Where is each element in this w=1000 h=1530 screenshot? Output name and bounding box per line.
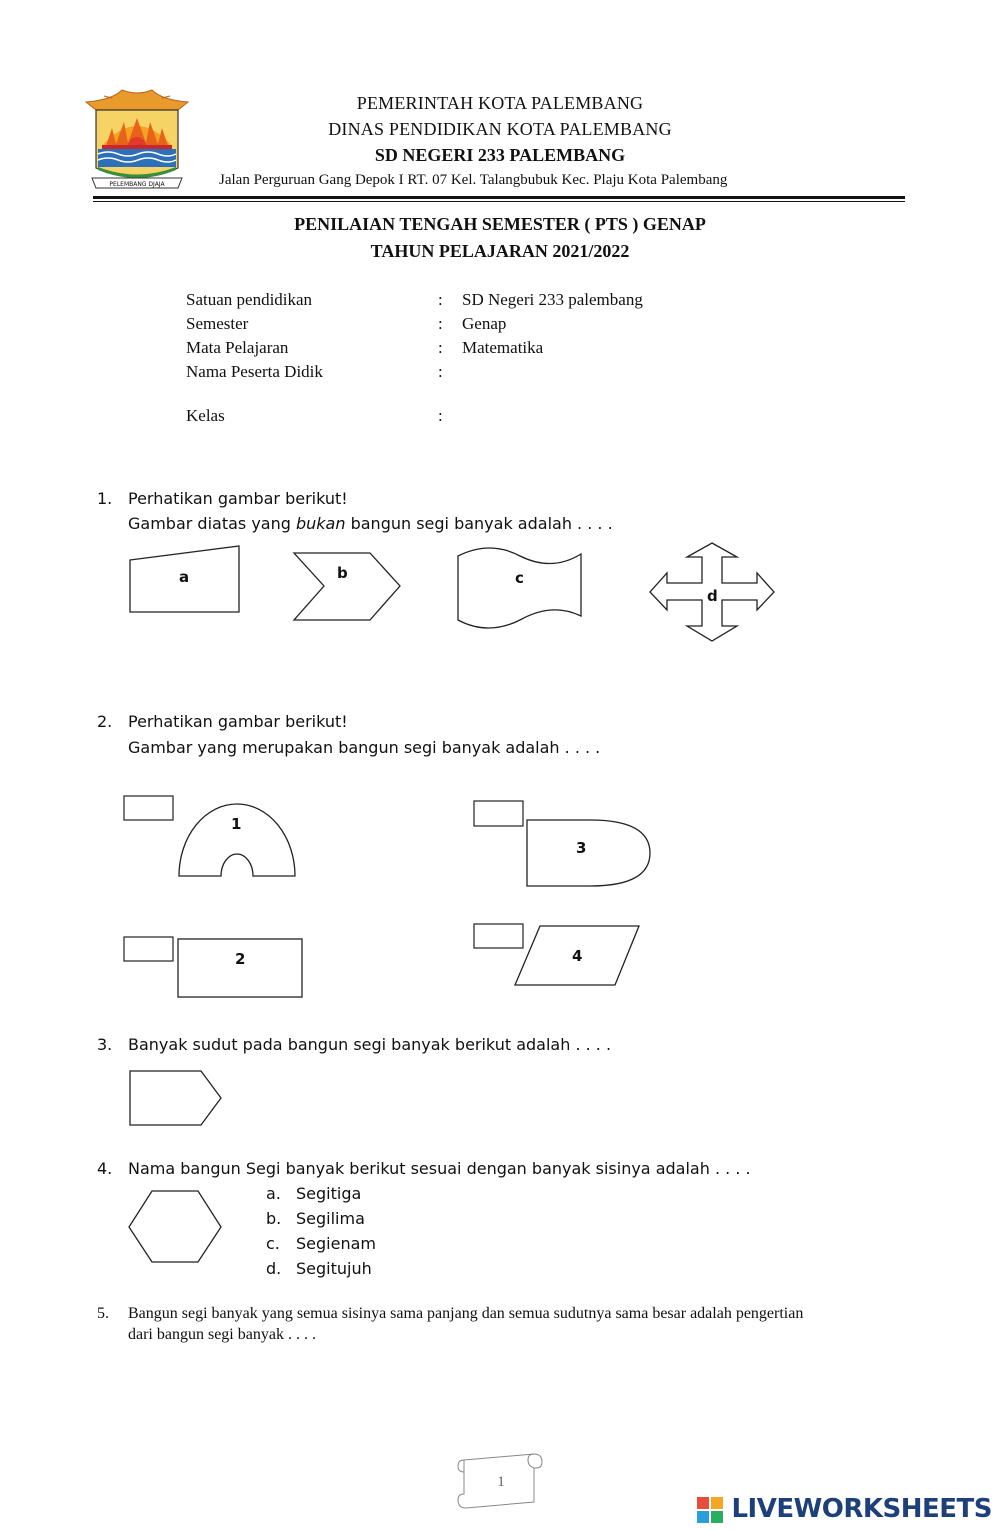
shape-3-rounded <box>527 820 650 886</box>
page-number: 1 <box>497 1474 505 1490</box>
liveworksheets-watermark: LIVEWORKSHEETS <box>731 1494 992 1524</box>
answer-box-3[interactable] <box>474 801 523 826</box>
liveworksheets-logo-icon <box>697 1497 723 1523</box>
exam-title: PENILAIAN TENGAH SEMESTER ( PTS ) GENAP <box>294 214 706 234</box>
option-text[interactable]: Segitujuh <box>296 1259 372 1278</box>
shape-c-wavy <box>458 548 581 628</box>
shape-4-label: 4 <box>572 947 583 965</box>
question-1-text-pre: Gambar diatas yang <box>128 514 296 533</box>
page-scroll-icon <box>450 1446 546 1518</box>
identity-colon: : <box>438 290 443 309</box>
logo-banner-text: PELEMBANG DJAJA <box>109 181 165 188</box>
question-1-emphasis: bukan <box>295 514 346 533</box>
question-1-intro: Perhatikan gambar berikut! <box>128 489 348 508</box>
header-school-name: SD NEGERI 233 PALEMBANG <box>374 145 626 165</box>
identity-colon: : <box>438 338 443 357</box>
shape-b-label: b <box>337 564 348 582</box>
identity-value: SD Negeri 233 palembang <box>462 290 643 309</box>
question-2-intro: Perhatikan gambar berikut! <box>128 712 348 731</box>
question-number: 3. <box>97 1035 113 1054</box>
header-divider-thin <box>93 201 905 202</box>
shape-pentagon <box>130 1071 221 1125</box>
shape-d-label: d <box>707 587 718 605</box>
identity-label: Semester <box>186 314 249 333</box>
shape-2-label: 2 <box>235 950 246 968</box>
question-3-figure <box>125 1066 227 1130</box>
question-4-figure <box>125 1186 227 1266</box>
question-1-figures <box>0 530 1000 660</box>
option-letter: a. <box>266 1184 281 1203</box>
question-3-text: Banyak sudut pada bangun segi banyak berikut adalah . . . . <box>128 1035 612 1054</box>
answer-box-1[interactable] <box>124 796 173 820</box>
shape-3-label: 3 <box>576 839 587 857</box>
question-number: 2. <box>97 712 113 731</box>
question-2-figures <box>0 780 1000 1010</box>
shape-1-label: 1 <box>231 815 242 833</box>
exam-year: TAHUN PELAJARAN 2021/2022 <box>370 241 630 261</box>
identity-colon: : <box>438 314 443 333</box>
identity-value: Matematika <box>462 338 544 357</box>
identity-colon: : <box>438 362 443 381</box>
identity-colon: : <box>438 406 443 425</box>
option-text[interactable]: Segitiga <box>296 1184 362 1203</box>
shape-2-rectangle <box>178 939 302 997</box>
shape-c-label: c <box>515 569 524 587</box>
answer-box-4[interactable] <box>474 924 523 948</box>
answer-box-2[interactable] <box>124 937 173 961</box>
identity-label: Nama Peserta Didik <box>186 362 323 381</box>
question-number: 1. <box>97 489 113 508</box>
identity-label: Kelas <box>186 406 225 425</box>
identity-value: Genap <box>462 314 507 333</box>
identity-label: Mata Pelajaran <box>186 338 289 357</box>
shape-hexagon <box>129 1191 221 1262</box>
option-letter: d. <box>266 1259 282 1278</box>
option-letter: b. <box>266 1209 282 1228</box>
option-text[interactable]: Segilima <box>296 1209 365 1228</box>
header-government: PEMERINTAH KOTA PALEMBANG <box>356 93 644 113</box>
question-number: 5. <box>97 1305 109 1322</box>
header-address: Jalan Perguruan Gang Depok I RT. 07 Kel. Talangbubuk Kec. Plaju Kota Palembang <box>219 172 728 188</box>
question-2-text: Gambar yang merupakan bangun segi banyak adalah . . . . <box>128 738 601 757</box>
shape-a-label: a <box>179 568 190 586</box>
question-5-line2: dari bangun segi banyak . . . . <box>128 1326 316 1343</box>
identity-label: Satuan pendidikan <box>186 290 313 309</box>
question-4-text: Nama bangun Segi banyak berikut sesuai dengan banyak sisinya adalah . . . . <box>128 1159 751 1178</box>
question-1-text-post: bangun segi banyak adalah . . . . <box>345 514 613 533</box>
option-text[interactable]: Segienam <box>296 1234 376 1253</box>
header-divider-thick <box>93 196 905 199</box>
option-letter: c. <box>266 1234 280 1253</box>
header-department: DINAS PENDIDIKAN KOTA PALEMBANG <box>328 119 672 139</box>
question-number: 4. <box>97 1159 113 1178</box>
question-5-line1: Bangun segi banyak yang semua sisinya sama panjang dan semua sudutnya sama besar adalah pengertian <box>128 1305 804 1322</box>
